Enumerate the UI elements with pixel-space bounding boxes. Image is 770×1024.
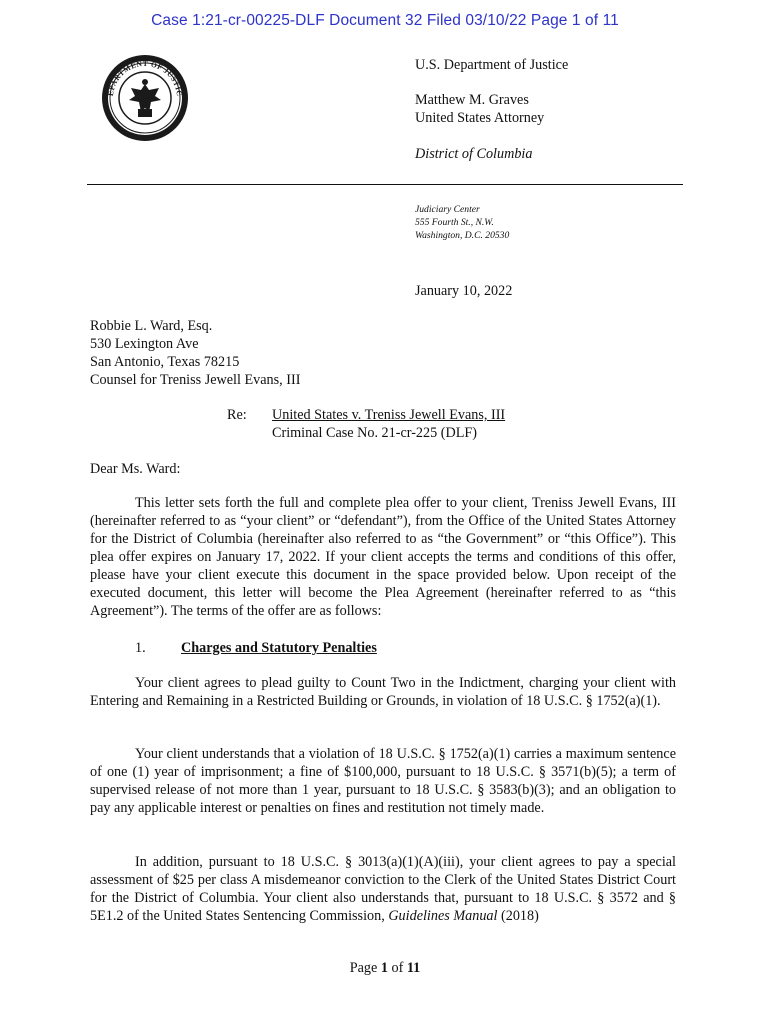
letter-date: January 10, 2022: [415, 283, 513, 299]
attorney-name: Matthew M. Graves: [415, 92, 529, 108]
re-case-number: Criminal Case No. 21-cr-225 (DLF): [272, 425, 477, 441]
intro-paragraph: This letter sets forth the full and complete plea offer to your client, Treniss Jewell Evans, III (hereinafter referred to as “your client” or “defendant”), from the Office of the United States Attorney for the District of Columbia (hereinafter also referred to as “the Government” or “this Office”). This plea offer expires on January 17, 2022. If your client accepts the terms and conditions of this offer, please have your client execute this document in the space provided below. Upon receipt of the executed document, this letter will become the Plea Agreement (hereinafter referred to as “this Agreement”). The terms of the offer are as follows:: [90, 495, 676, 619]
assessment-paragraph: [90, 853, 676, 925]
address-line-1: Judiciary Center: [415, 204, 480, 215]
footer-page-number: 1: [380, 960, 388, 976]
recipient-street: 530 Lexington Ave: [90, 336, 199, 352]
page-footer: [0, 960, 770, 977]
doj-seal-icon: [101, 54, 189, 142]
re-case-title: United States v. Treniss Jewell Evans, III: [272, 407, 506, 423]
department-name: U.S. Department of Justice: [415, 57, 569, 73]
footer-page-total: 11: [406, 960, 421, 976]
letterhead-divider: [87, 184, 683, 185]
charges-paragraph: Your client agrees to plead guilty to Count Two in the Indictment, charging your client with Entering and Remaining in a Restricted Building or Grounds, in violation of 18 U.S.C. § 1752(a)(1).: [90, 675, 676, 709]
guidelines-manual-title: Guidelines Manual: [388, 908, 498, 924]
section-number: 1.: [135, 640, 146, 656]
district-name: District of Columbia: [415, 146, 533, 162]
recipient-role: Counsel for Treniss Jewell Evans, III: [90, 372, 301, 388]
re-label: Re:: [227, 407, 247, 423]
attorney-title: United States Attorney: [415, 110, 545, 126]
footer-prefix: Page: [349, 960, 381, 976]
address-line-2: 555 Fourth St., N.W.: [415, 217, 494, 228]
assessment-text-start: In addition, pursuant to 18 U.S.C. § 3013(a)(1)(A)(iii), your client agrees to pay a special assessment of $25 per class A misdemeanor conviction to the Clerk of the United States District Court for the District of Columbia. Your client also understands that, pursuant to 18 U.S.C. § 3572 and § 5E1.2 of the United States Sentencing Commission,: [90, 854, 676, 924]
footer-middle: of: [387, 960, 407, 976]
recipient-name: Robbie L. Ward, Esq.: [90, 318, 213, 334]
penalty-paragraph: Your client understands that a violation of 18 U.S.C. § 1752(a)(1) carries a maximum sentence of one (1) year of imprisonment; a fine of $100,000, pursuant to 18 U.S.C. § 3571(b)(5); a term of supervised release of not more than 1 year, pursuant to 18 U.S.C. § 3583(b)(3); and an obligation to pay any applicable interest or penalties on fines and restitution not timely made.: [90, 746, 676, 816]
case-filing-stamp: Case 1:21-cr-00225-DLF Document 32 Filed 03/10/22 Page 1 of 11: [151, 12, 619, 29]
assessment-text-end: (2018): [497, 908, 539, 924]
salutation: Dear Ms. Ward:: [90, 461, 181, 477]
seal-text: EPARTMENT OF JUSTIC: [106, 58, 185, 97]
section-heading: Charges and Statutory Penalties: [181, 640, 377, 656]
recipient-city: San Antonio, Texas 78215: [90, 354, 240, 370]
address-line-3: Washington, D.C. 20530: [415, 230, 510, 241]
